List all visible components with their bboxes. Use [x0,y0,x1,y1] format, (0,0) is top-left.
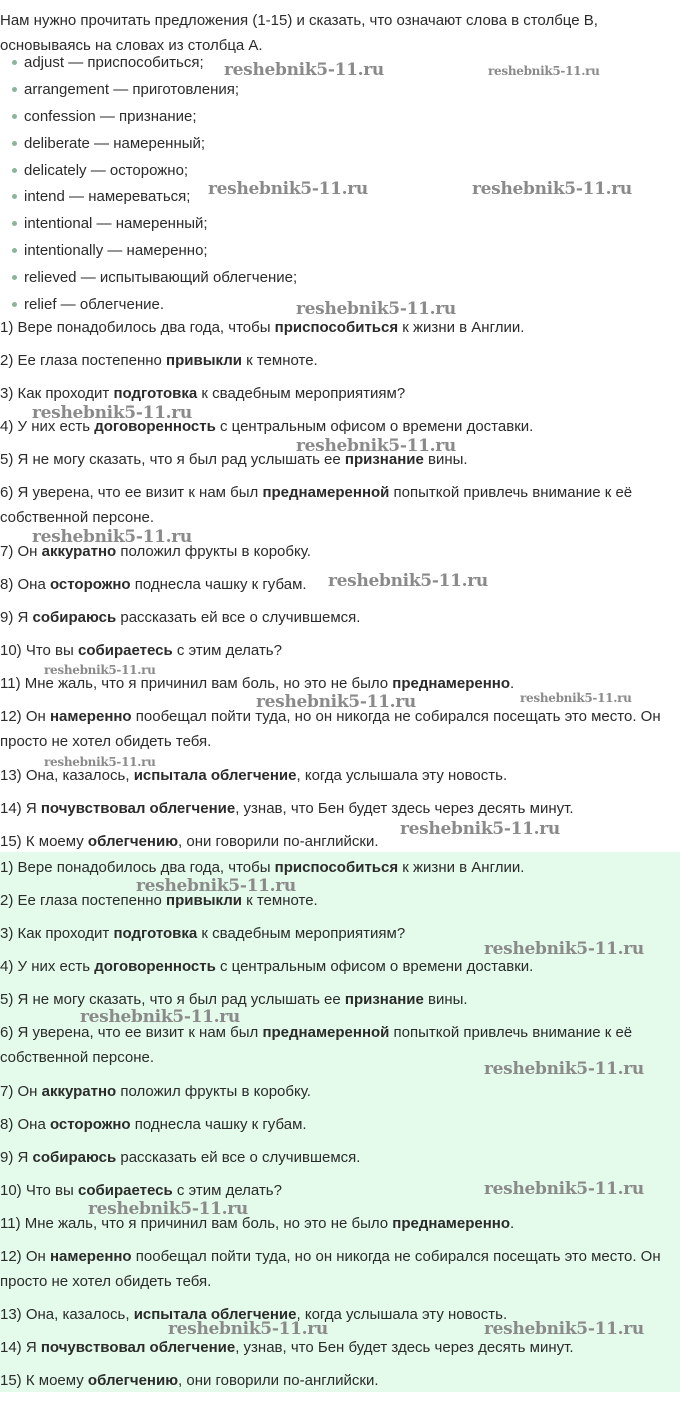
sentence-keyword: признание [344,451,424,468]
watermark: reshebnik5-11.ru [296,436,456,456]
sentence-keyword: привыкли [166,892,242,909]
watermark: reshebnik5-11.ru [484,939,644,959]
sentence-keyword: аккуратно [41,543,117,560]
sentence: 4) У них есть договоренность с центральным офисом о времени доставки. [0,958,534,975]
watermark: reshebnik5-11.ru [472,179,632,199]
sentence: 14) Я почувствовал облегчение, узнав, что Бен будет здесь через десять минут. [0,1339,574,1356]
sentence: 1) Вере понадобилось два года, чтобы приспособиться к жизни в Англии. [0,859,525,876]
vocab-item: intend — намереваться; [0,186,297,213]
sentence: 14) Я почувствовал облегчение, узнав, что Бен будет здесь через десять минут. [0,800,574,817]
sentence: 15) К моему облегчению, они говорили по-английски. [0,833,379,850]
watermark: reshebnik5-11.ru [208,179,368,199]
sentence: 11) Мне жаль, что я причинил вам боль, но это не было преднамеренно. [0,1215,515,1232]
sentence-keyword: почувствовал облегчение [40,800,236,817]
sentence-keyword: привыкли [166,352,242,369]
sentence: 5) Я не могу сказать, что я был рад услышать ее признание вины. [0,451,468,468]
sentence: 15) К моему облегчению, они говорили по-английски. [0,1372,379,1389]
vocab-item: arrangement — приготовления; [0,79,297,106]
sentence-keyword: признание [344,991,424,1008]
sentence: 9) Я собираюсь рассказать ей все о случившемся. [0,609,361,626]
sentence: 6) Я уверена, что ее визит к нам был преднамеренной попыткой привлечь внимание к её собственной персоне. [0,1024,633,1066]
sentence-keyword: облегчению [87,1372,179,1389]
sentence-keyword: собираюсь [32,1149,117,1166]
sentence-keyword: преднамеренно [392,1215,511,1232]
sentence-keyword: осторожно [49,576,131,593]
sentence-keyword: преднамеренной [262,1024,390,1041]
watermark: reshebnik5-11.ru [44,755,156,769]
sentence: 2) Ее глаза постепенно привыкли к темноте. [0,352,318,369]
watermark: reshebnik5-11.ru [88,1199,248,1219]
vocab-item: intentional — намеренный; [0,213,297,240]
sentence: 7) Он аккуратно положил фрукты в коробку. [0,1083,311,1100]
watermark: reshebnik5-11.ru [224,60,384,80]
watermark: reshebnik5-11.ru [296,299,456,319]
sentence: 5) Я не могу сказать, что я был рад услышать ее признание вины. [0,991,468,1008]
sentence: 3) Как проходит подготовка к свадебным мероприятиям? [0,385,406,402]
watermark: reshebnik5-11.ru [484,1059,644,1079]
sentence-keyword: почувствовал облегчение [40,1339,236,1356]
sentence-keyword: собираетесь [77,1182,173,1199]
sentence-keyword: подготовка [113,925,198,942]
sentence: 12) Он намеренно пообещал пойти туда, но он никогда не собирался посещать это место. Он просто не хотел обидеть тебя. [0,1248,661,1290]
sentence: 13) Она, казалось, испытала облегчение, когда услышала эту новость. [0,767,508,784]
watermark: reshebnik5-11.ru [32,527,192,547]
watermark: reshebnik5-11.ru [488,64,600,78]
sentence: 12) Он намеренно пообещал пойти туда, но он никогда не собирался посещать это место. Он просто не хотел обидеть тебя. [0,708,661,750]
sentence-keyword: преднамеренной [262,484,390,501]
sentence-keyword: собираюсь [32,609,117,626]
watermark: reshebnik5-11.ru [256,692,416,712]
sentence: 13) Она, казалось, испытала облегчение, когда услышала эту новость. [0,1306,508,1323]
sentence-keyword: подготовка [113,385,198,402]
sentence: 11) Мне жаль, что я причинил вам боль, но это не было преднамеренно. [0,675,515,692]
watermark: reshebnik5-11.ru [400,819,560,839]
sentence-keyword: аккуратно [41,1083,117,1100]
sentence-keyword: приспособиться [274,859,399,876]
sentence: 10) Что вы собираетесь с этим делать? [0,1182,282,1199]
vocab-item: confession — признание; [0,106,297,133]
sentence: 8) Она осторожно поднесла чашку к губам. [0,576,307,593]
vocab-item: relieved — испытывающий облегчение; [0,267,297,294]
watermark: reshebnik5-11.ru [168,1319,328,1339]
sentence-keyword: намеренно [49,708,132,725]
watermark: reshebnik5-11.ru [520,691,632,705]
task-description: Нам нужно прочитать предложения (1-15) и сказать, что означают слова в столбце B, основываясь на словах из столбца A. [0,12,598,54]
sentence-keyword: испытала облегчение [133,1306,297,1323]
sentence-keyword: испытала облегчение [133,767,297,784]
watermark: reshebnik5-11.ru [80,1007,240,1027]
sentence: 7) Он аккуратно положил фрукты в коробку. [0,543,311,560]
watermark: reshebnik5-11.ru [44,663,156,677]
sentence-keyword: договоренность [94,418,216,435]
sentence: 3) Как проходит подготовка к свадебным мероприятиям? [0,925,406,942]
vocab-item: deliberate — намеренный; [0,133,297,160]
sentence: 8) Она осторожно поднесла чашку к губам. [0,1116,307,1133]
sentence: 2) Ее глаза постепенно привыкли к темноте. [0,892,318,909]
sentence: 10) Что вы собираетесь с этим делать? [0,642,282,659]
watermark: reshebnik5-11.ru [136,876,296,896]
sentence: 9) Я собираюсь рассказать ей все о случившемся. [0,1149,361,1166]
sentence-keyword: собираетесь [77,642,173,659]
sentence: 4) У них есть договоренность с центральным офисом о времени доставки. [0,418,534,435]
vocab-item: relief — облегчение. [0,294,297,321]
sentence-keyword: преднамеренно [392,675,511,692]
vocab-item: intentionally — намеренно; [0,240,297,267]
watermark: reshebnik5-11.ru [32,403,192,423]
sentence-keyword: приспособиться [274,319,399,336]
watermark: reshebnik5-11.ru [484,1179,644,1199]
sentence-keyword: намеренно [49,1248,132,1265]
vocabulary-list [0,52,297,321]
watermark: reshebnik5-11.ru [484,1319,644,1339]
sentence: 1) Вере понадобилось два года, чтобы приспособиться к жизни в Англии. [0,319,525,336]
sentence-keyword: облегчению [87,833,179,850]
sentence-keyword: осторожно [49,1116,131,1133]
vocab-item: adjust — приспособиться; [0,52,297,79]
sentence: 6) Я уверена, что ее визит к нам был преднамеренной попыткой привлечь внимание к её собственной персоне. [0,484,633,526]
watermark: reshebnik5-11.ru [328,571,488,591]
sentence-keyword: договоренность [94,958,216,975]
vocab-item: delicately — осторожно; [0,160,297,187]
